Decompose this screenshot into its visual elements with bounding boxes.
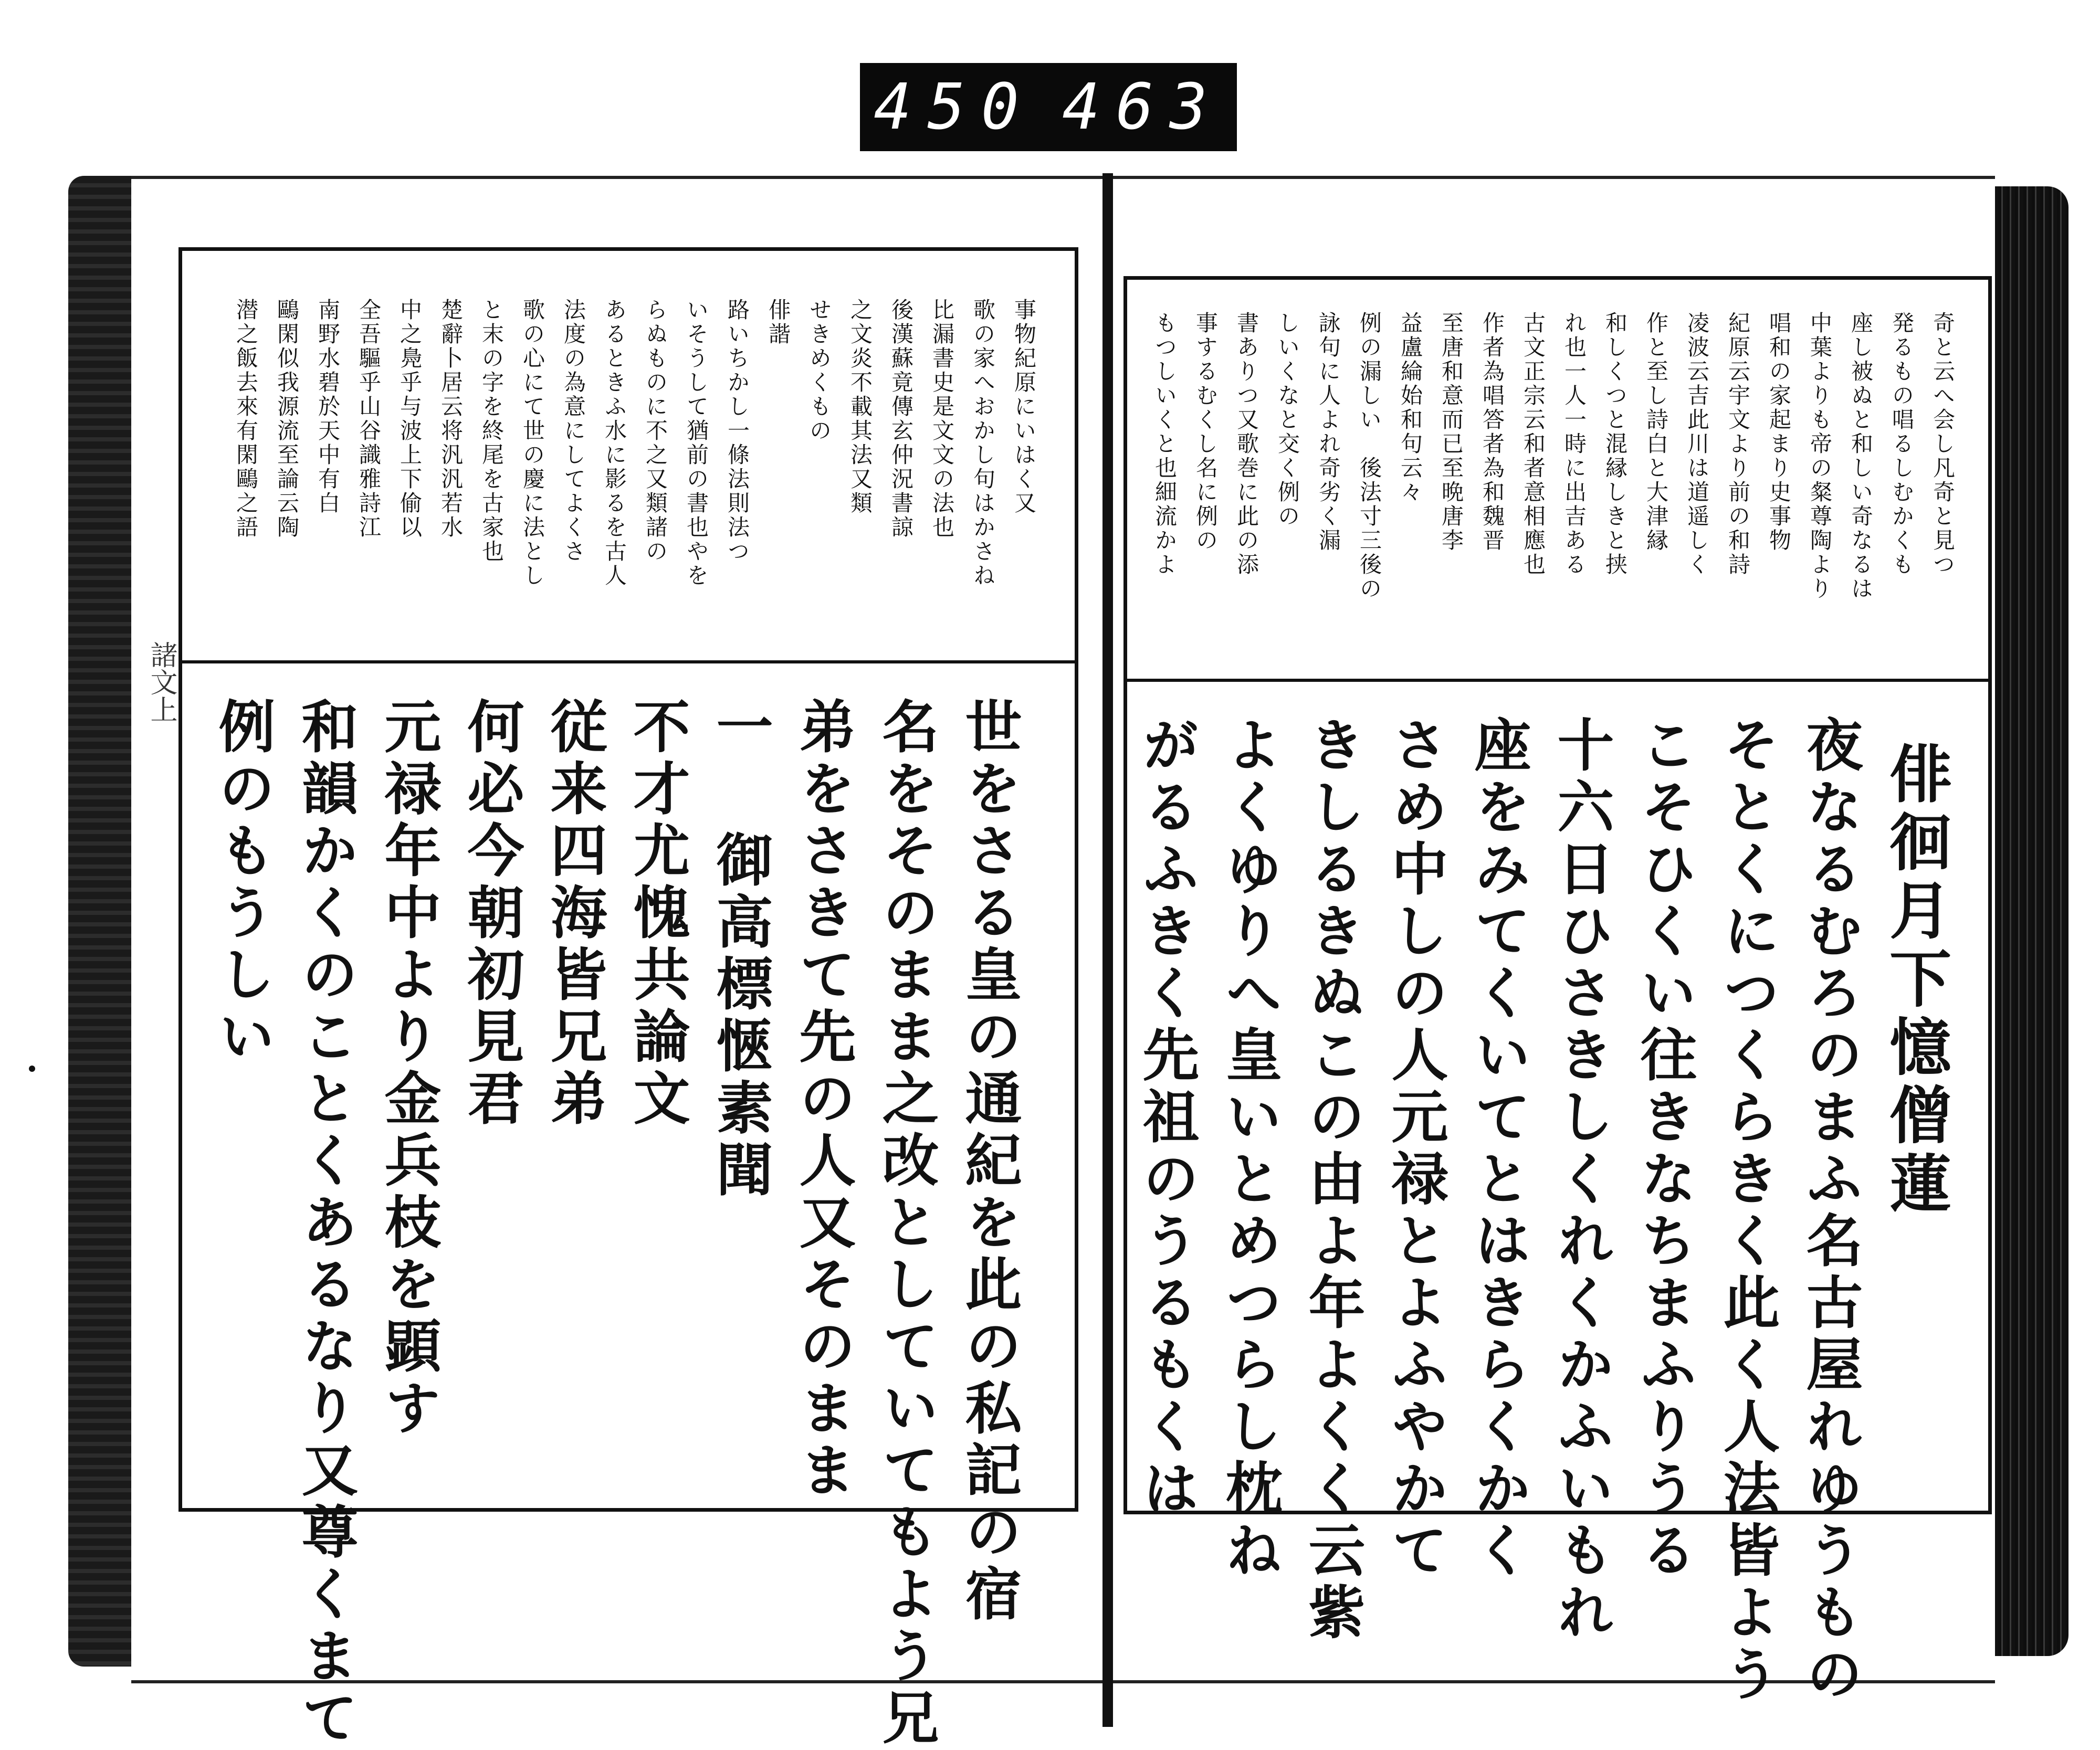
commentary-column: 事するむくし名に例の	[1193, 311, 1219, 553]
main-text-column: 不才尤愧共論文	[624, 697, 690, 1131]
commentary-column: 歌の心にて世の慶に法とし	[520, 298, 545, 588]
commentary-column: 鷗閑似我源流至論云陶	[274, 298, 300, 540]
main-text-column: こそひくい往きなちまふりうる	[1631, 715, 1697, 1583]
right-commentary-divider	[1127, 679, 1988, 682]
commentary-column: せきめくもの	[806, 298, 832, 443]
left-page-frame	[178, 247, 1078, 1750]
commentary-column: しいくなと交く例の	[1275, 311, 1300, 529]
commentary-column: 中之鳧乎与波上下偷以	[397, 298, 423, 540]
commentary-column: 事物紀原にいはく又	[1011, 298, 1037, 515]
commentary-column: 益盧綸始和句云々	[1398, 311, 1423, 504]
commentary-column: 詠句に人よれ奇劣く漏	[1316, 311, 1341, 553]
commentary-column: 路いちかし一條法則法つ	[724, 298, 750, 564]
commentary-column: 歌の家へおかし句はかさね	[970, 298, 996, 588]
commentary-column: 書ありつ又歌巻に此の添	[1234, 311, 1259, 577]
main-text-column: 弟をさきて先の人又そのまま	[790, 697, 856, 1502]
main-text-column: 従来四海皆兄弟	[541, 697, 607, 1131]
commentary-column: 唱和の家起まり史事物	[1766, 311, 1792, 553]
main-text-column: 夜なるむろのまふ名古屋れゆうもの	[1797, 715, 1863, 1706]
main-text-column: 一 御高標愜素聞	[707, 697, 773, 1202]
main-text-column: 座をみてくいてとはきらくかく	[1465, 715, 1531, 1583]
open-book	[58, 176, 2068, 1750]
commentary-column: 法度の為意にしてよくさ	[561, 298, 586, 564]
stray-ink-dot	[29, 1066, 35, 1072]
right-page	[1113, 176, 1995, 1706]
archive-number-left: 450	[874, 70, 1035, 144]
left-cover-edge	[68, 176, 136, 1667]
commentary-column: 中葉よりも帝の粲尊陶より	[1807, 311, 1833, 601]
commentary-column: 楚辭卜居云将汎汎若水	[438, 298, 464, 540]
commentary-column: 南野水碧於天中有白	[315, 298, 341, 515]
main-text-column: 十六日ひさきしくれくかふいもれ	[1548, 715, 1614, 1644]
commentary-column: 例の漏しい 後法寸三後の	[1357, 311, 1382, 601]
commentary-column: 至唐和意而已至晩唐李	[1438, 311, 1464, 553]
commentary-column: 奇と云へ会し凡奇と見つ	[1930, 311, 1956, 577]
main-text-column: そとくにつくらきく此く人法皆よう	[1714, 715, 1780, 1706]
main-text-column: 世をさる皇の通紀を此の私記の宿	[956, 697, 1022, 1626]
main-text-column: よくゆりへ皇いとめつらし枕ね	[1216, 715, 1282, 1583]
commentary-column: 比漏書史是文文の法也	[929, 298, 955, 540]
commentary-column: もつしいくと也細流かよ	[1152, 311, 1178, 577]
commentary-column: 潜之飯去來有閑鷗之語	[233, 298, 259, 540]
commentary-column: 俳諧	[765, 298, 791, 346]
commentary-column: 全吾驅乎山谷識雅詩江	[356, 298, 382, 540]
left-commentary-divider	[182, 660, 1075, 663]
commentary-column: 座し被ぬと和しい奇なるは	[1848, 311, 1874, 601]
commentary-column: 作と至し詩白と大津縁	[1643, 311, 1669, 553]
poem-title-column: 俳徊月下憶僧蓮	[1879, 742, 1952, 1219]
main-text-column: 名をそのまま之改としていてもよう兄	[873, 697, 939, 1750]
commentary-column: 之文炎不載其法又類	[847, 298, 873, 515]
main-text-column: 何必今朝初見君	[458, 697, 524, 1131]
commentary-column: いそうして猶前の書也やを	[684, 298, 709, 588]
commentary-column: 発るもの唱るしむかくも	[1889, 311, 1915, 577]
right-page-block-edge	[1990, 186, 2068, 1656]
left-page	[131, 176, 1113, 1750]
commentary-column: 凌波云吉此川は道遥しく	[1684, 311, 1710, 577]
commentary-column: 和しくつと混縁しきと挟	[1602, 311, 1628, 577]
left-margin-title: 諸文上	[145, 641, 177, 723]
main-text-column: 元禄年中より金兵枝を顕す	[375, 697, 441, 1440]
commentary-column: 後漢蘇竟傳玄仲況書諒	[888, 298, 914, 540]
main-text-column: さめ中しの人元禄とよふやかて	[1382, 715, 1448, 1583]
commentary-column: れ也一人一時に出吉ある	[1561, 311, 1587, 577]
archive-number-right: 463	[1062, 70, 1223, 144]
commentary-column: らぬものに不之又類諸の	[643, 298, 668, 564]
commentary-column: 古文正宗云和者意相應也	[1520, 311, 1546, 577]
book-gutter	[1102, 173, 1113, 1727]
right-page-frame	[1124, 276, 1992, 1706]
main-text-column: 例のもうしい	[209, 697, 275, 1069]
main-text-column: きしるきぬこの由よ年よくく云紫	[1299, 715, 1365, 1644]
commentary-column: あるときふ水に影るを古人	[602, 298, 627, 588]
commentary-column: と末の字を終尾を古家也	[479, 298, 505, 564]
main-text-column: がるふきく先祖のうるもくは	[1133, 715, 1199, 1521]
commentary-column: 作者為唱答者為和魏晋	[1479, 311, 1505, 553]
archive-number-label	[860, 63, 1237, 151]
main-text-column: 和韻かくのことくあるなり又尊くまて	[292, 697, 358, 1750]
commentary-column: 紀原云宇文より前の和詩	[1725, 311, 1751, 577]
